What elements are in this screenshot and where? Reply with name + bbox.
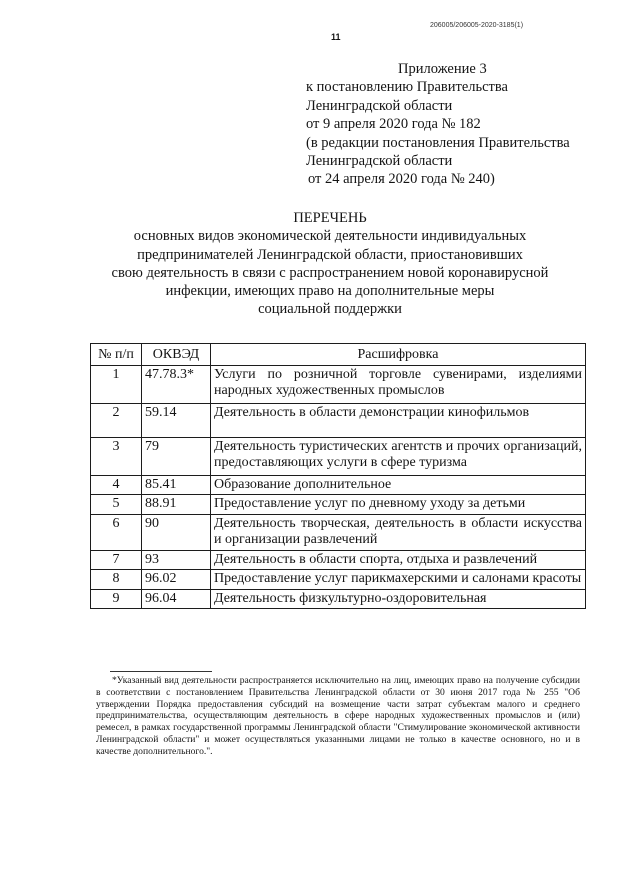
row-num: 3 [91,437,142,475]
annex-line: от 9 апреля 2020 года № 182 [306,116,481,133]
row-code: 96.04 [142,589,211,609]
table-row [91,475,586,495]
row-desc: Деятельность физкультурно-оздоровительная [211,589,586,609]
document-id: 206005/206005-2020-3185(1) [430,22,524,29]
heading-line: основных видов экономической деятельности индивидуальных [133,228,527,245]
header-code: ОКВЭД [142,344,211,366]
document-heading [100,209,560,319]
row-code: 88.91 [142,495,211,515]
table-row [91,365,586,403]
row-num: 6 [91,514,142,550]
row-code: 96.02 [142,570,211,590]
table-row [91,550,586,570]
table-row [91,514,586,550]
annex-line: к постановлению Правительства [306,79,508,96]
table-row [91,403,586,437]
row-num: 5 [91,495,142,515]
heading-line: предпринимателей Ленинградской области, приостановивших [137,246,523,263]
activities-table [90,343,586,609]
row-num: 2 [91,403,142,437]
row-code: 90 [142,514,211,550]
footnote-separator [110,671,212,672]
table-row [91,570,586,590]
row-code: 85.41 [142,475,211,495]
row-num: 9 [91,589,142,609]
row-num: 1 [91,365,142,403]
annex-line: от 24 апреля 2020 года № 240) [308,171,495,188]
row-code: 59.14 [142,403,211,437]
row-num: 4 [91,475,142,495]
heading-line: свою деятельность в связи с распространением новой коронавирусной [111,264,549,281]
row-num: 8 [91,570,142,590]
row-desc: Деятельность в области демонстрации кинофильмов [211,403,586,437]
annex-line: Приложение 3 [398,61,487,77]
table-row [91,437,586,475]
row-code: 79 [142,437,211,475]
annex-line: Ленинградской области [306,153,453,170]
row-desc: Деятельность туристических агентств и прочих организаций, предоставляющих услуги в сфере туризма [211,437,586,475]
annex-reference [306,60,626,189]
row-desc: Деятельность творческая, деятельность в области искусства и организации развлечений [211,514,586,550]
annex-line: (в редакции постановления Правительства [306,134,570,151]
table-row [91,495,586,515]
row-desc: Деятельность в области спорта, отдыха и развлечений [211,550,586,570]
heading-title: ПЕРЕЧЕНЬ [293,210,367,226]
table-row [91,589,586,609]
row-num: 7 [91,550,142,570]
table-header-row [91,344,586,366]
page-number: 11 [331,32,341,42]
row-desc: Услуги по розничной торговле сувенирами, изделиями народных художественных промыслов [211,365,586,403]
heading-line: социальной поддержки [258,301,402,318]
row-code: 47.78.3* [142,365,211,403]
header-num: № п/п [91,344,142,366]
row-desc: Образование дополнительное [211,475,586,495]
footnote: *Указанный вид деятельности распространяется исключительно на лиц, имеющих право на получение субсидии в соответствии с постановлением Правительства Ленинградской области от 30 июня 2017 года № 255 "Об утверждении Порядка предоставления субсидий на возмещение части затрат субъектам малого и среднего предпринимательства, осуществляющим деятельность в сфере народных художественных промыслов и (или) ремесел, в рамках государственной программы Ленинградской области "Стимулирование экономической активности Ленинградской области" и может осуществляться указанными лицами не только в качестве основного, но и в качестве дополнительного.". [96,675,580,757]
heading-line: инфекции, имеющих право на дополнительные меры [165,283,495,300]
row-desc: Предоставление услуг по дневному уходу за детьми [211,495,586,515]
row-desc: Предоставление услуг парикмахерскими и салонами красоты [211,570,586,590]
header-desc: Расшифровка [211,344,586,366]
annex-line: Ленинградской области [306,97,453,114]
row-code: 93 [142,550,211,570]
